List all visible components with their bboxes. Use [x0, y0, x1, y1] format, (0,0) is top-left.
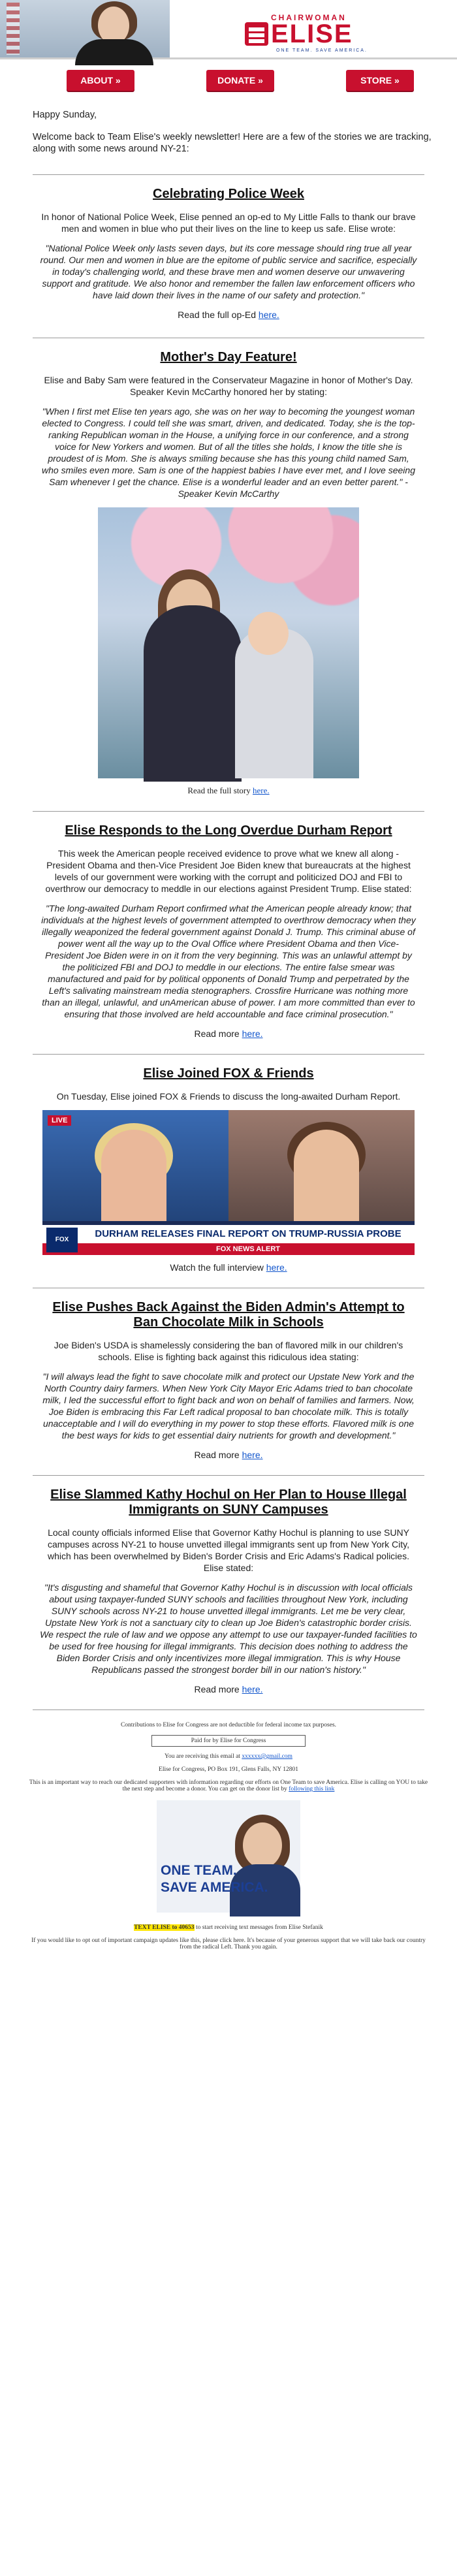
- section-title: Mother's Day Feature!: [160, 350, 297, 364]
- read-more-text: Read the full op-Ed: [178, 310, 259, 320]
- read-more-link[interactable]: here.: [242, 1450, 263, 1460]
- section-quote: "The long-awaited Durham Report confirmed what the American people already know; that individuals at the highest levels of government attempted to overthrow democracy when they illegally weaponized the federal government against Donald J. Trump. This criminal abuse of power went all the way up to the Oval Office where President Obama and then Vice-President Joe Biden were in on it from the very beginning. This was an unlawful attempt by the politicized FBI and DOJ to meddle in our elections. The entire false smear was manufactured and paid for by political opponents of Donald Trump and perpetrated by the Left's salivating mainstream media stenographers. Crossfire Hurricane was nothing more than an illegal, unlawful, and unAmerican abuse of power. I am more committed than ever to ensuring that those involved are held accountable and face criminal prosecution.": [41, 903, 416, 1019]
- donate-button[interactable]: DONATE »: [206, 70, 274, 91]
- section-police-week: [0, 175, 457, 321]
- section-quote: "It's disgusting and shameful that Governor Kathy Hochul is in discussion with local officials about using taxpayer-funded SUNY schools and facilities throughout New York, including SUNY schools across NY-21 to house unvetted illegal immigrants. Let me be very clear, Upstate New York is not a sanctuary city to clean up Joe Biden's catastrophic border crisis. We respect the rule of law and we oppose any attempt to use our taxpayer-funded facilities to be used for free housing for illegal immigrants. This decision does nothing to address the Biden Border Crisis and only incentivizes more illegal immigration. This is why House Republicans passed the strongest border bill in our nation's history.": [40, 1582, 417, 1675]
- section-body: In honor of National Police Week, Elise penned an op-ed to My Little Falls to thank our brave men and women in blue who put their lives on the line to keep us safe. Elise wrote:: [41, 212, 416, 234]
- flag-graphic: [7, 3, 20, 55]
- section-title: Celebrating Police Week: [153, 187, 304, 201]
- read-more-link[interactable]: here.: [242, 1028, 263, 1039]
- banner-line-2: SAVE AMERICA.: [161, 1880, 268, 1895]
- read-more-text: Read more: [194, 1450, 242, 1460]
- section-body: Joe Biden's USDA is shamelessly considering the ban of flavored milk in our children's schools. Elise is fighting back against this ridiculous idea stating:: [54, 1340, 403, 1362]
- logo-chair: CHAIRWOMAN: [271, 13, 347, 22]
- read-more-text: Watch the full interview: [170, 1262, 266, 1273]
- banner-line-1: ONE TEAM.: [161, 1863, 237, 1878]
- flag-badge-icon: [245, 22, 268, 46]
- section-chocolate-milk: [0, 1288, 457, 1461]
- read-more-link[interactable]: here.: [258, 310, 279, 320]
- guest-figure: [294, 1130, 359, 1221]
- woman-body: [144, 605, 242, 782]
- live-badge: LIVE: [48, 1115, 71, 1126]
- read-more-text: Read more: [194, 1028, 242, 1039]
- read-more-link[interactable]: here.: [242, 1684, 263, 1694]
- section-durham-report: [0, 812, 457, 1040]
- section-title: Elise Joined FOX & Friends: [143, 1066, 314, 1081]
- logo-name: ELISE: [271, 20, 353, 48]
- footer: [0, 1722, 457, 1950]
- tax-disclaimer: Contributions to Elise for Congress are not deductible for federal income tax purposes.: [120, 1722, 337, 1728]
- unsubscribe-text[interactable]: If you would like to opt out of important campaign updates like this, please click here. It's because of your generous support that we will take back our country from the radical Left. Thank you again.: [31, 1937, 426, 1950]
- campaign-logo: [245, 13, 415, 52]
- section-body: Local county officials informed Elise that Governor Kathy Hochul is planning to use SUNY campuses across NY-21 to house unvetted illegal immigrants sent up from New York City, which has been overwhelmed by Biden's Border Crisis and Eric Adams's Radical policies. Elise stated:: [47, 1527, 410, 1573]
- chyron-headline: DURHAM RELEASES FINAL REPORT ON TRUMP-RUSSIA PROBE: [42, 1225, 415, 1243]
- about-button[interactable]: ABOUT »: [67, 70, 134, 91]
- read-more-link[interactable]: here.: [253, 786, 270, 795]
- text-elise-suffix: to start receiving text messages from Elise Stefanik: [194, 1924, 323, 1931]
- read-more-link[interactable]: here.: [266, 1262, 287, 1273]
- section-suny-campuses: [0, 1476, 457, 1695]
- read-more-text: Read more: [194, 1684, 242, 1694]
- section-title: Elise Slammed Kathy Hochul on Her Plan to House Illegal Immigrants on SUNY Campuses: [50, 1487, 407, 1517]
- donor-text: This is an important way to reach our dedicated supporters with information regarding our efforts on One Team to save America. Elise is calling on YOU to take the next step and become a donor. You can get on the donor list by: [29, 1779, 428, 1792]
- section-quote: "National Police Week only lasts seven days, but its core message should ring true all year round. Our men and women in blue are the epitome of public service and sacrifice, especially in today's challenging world, and these brave men and women deserve our unwavering support and gratitude. We also honor and remember the fallen law enforcement officers who have laid down their lives in the name of our safety and protection.": [40, 243, 417, 300]
- text-elise-highlight: TEXT ELISE to 40653: [134, 1924, 195, 1931]
- donor-list-link[interactable]: following this link: [289, 1786, 335, 1792]
- host-figure: [101, 1130, 166, 1221]
- section-body: This week the American people received evidence to prove what we knew all along - President Obama and then-Vice President Joe Biden knew that bureaucrats at the highest levels of our government were working with the corrupt and politicized DOJ and FBI to overthrow our democracy to meddle in our elections against President Trump. Elise stated:: [45, 848, 412, 894]
- chyron-alert: FOX NEWS ALERT: [42, 1243, 415, 1255]
- welcome-text: Welcome back to Team Elise's weekly newsletter! Here are a few of the stories we are tracking, along with some news around NY-21:: [33, 132, 432, 154]
- section-quote: "I will always lead the fight to save chocolate milk and protect our Upstate New York and the North Country dairy farmers. When New York City Mayor Eric Adams tried to ban chocolate milk, I led the successful effort to fight back and won on behalf of families and farmers. Now, Joe Biden is embracing this Far Left radical proposal to ban chocolate milk. This is totally unacceptable and I will do everything in my power to stop these efforts. Flavored milk is one the best ways for kids to get essential dairy nutrients for growth and development.": [42, 1371, 415, 1440]
- email-link[interactable]: xxxxxx@gmail.com: [242, 1753, 292, 1760]
- header-photo: [0, 0, 170, 57]
- section-title: Elise Responds to the Long Overdue Durham Report: [65, 823, 392, 838]
- greeting: Happy Sunday,: [33, 110, 97, 120]
- blossom-tree: [98, 507, 359, 625]
- mother-son-photo: [98, 507, 359, 778]
- nav-buttons: [0, 59, 457, 92]
- banner-face: [243, 1822, 282, 1868]
- section-body: Elise and Baby Sam were featured in the Conservateur Magazine in honor of Mother's Day. Speaker Kevin McCarthy honored her by stating:: [44, 375, 413, 397]
- mailing-address: Elise for Congress, PO Box 191, Glens Falls, NY 12801: [159, 1766, 298, 1773]
- fox-news-logo: FOX NEWS: [46, 1228, 78, 1252]
- paid-for-box: Paid for by Elise for Congress: [151, 1735, 306, 1747]
- read-more-text: Read the full story: [187, 786, 253, 795]
- store-button[interactable]: STORE »: [346, 70, 414, 91]
- logo-tagline: ONE TEAM. SAVE AMERICA.: [276, 48, 368, 53]
- section-fox-friends: [0, 1055, 457, 1273]
- baby-face: [248, 612, 289, 655]
- section-title: Elise Pushes Back Against the Biden Admin's Attempt to Ban Chocolate Milk in Schools: [52, 1300, 405, 1329]
- section-body: On Tuesday, Elise joined FOX & Friends to discuss the long-awaited Durham Report.: [56, 1091, 401, 1102]
- intro: [0, 92, 457, 155]
- one-team-banner: [157, 1800, 300, 1913]
- section-mothers-day: [0, 338, 457, 797]
- section-quote: "When I first met Elise ten years ago, she was on her way to becoming the youngest woman elected to Congress. I could tell she was smart, driven, and dedicated. Today, she is the top-ranking Republican woman in the House, a unifying force in our conference, and a strong voice for New Yorkers and women. But of all the titles she holds, I know the title she is proudest of is Mom. She is always smiling because she has this young child named Sam, who smiles even more. Sam is one of the happiest babies I have ever met, and I love seeing Sam whenever I get the chance. Elise is a wonderful leader and an even better parent." - Speaker Kevin McCarthy: [42, 406, 415, 499]
- header: [0, 0, 457, 59]
- received-text: You are receiving this email at: [165, 1753, 242, 1760]
